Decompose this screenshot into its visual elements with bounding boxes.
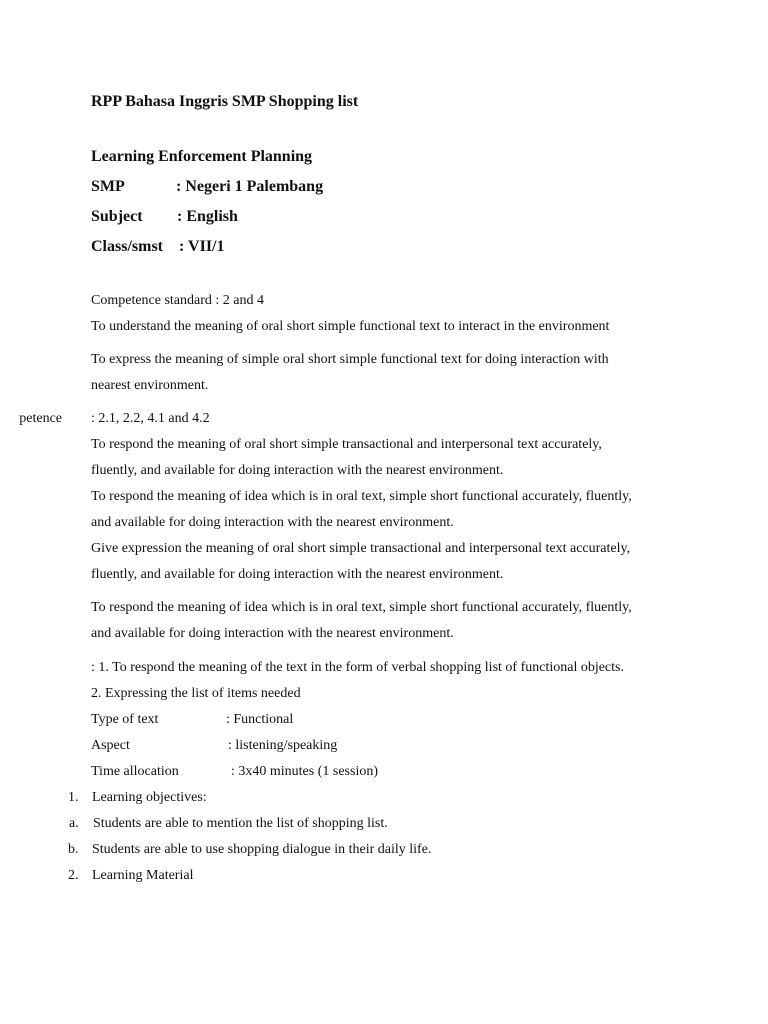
bc-paragraph-4a: To respond the meaning of idea which is in oral text, simple short functional accurately, fluently,: [91, 600, 632, 615]
list-item: Learning Material: [92, 868, 194, 883]
indicator-2: 2. Expressing the list of items needed: [91, 686, 301, 701]
doc-heading: Learning Enforcement Planning: [91, 148, 313, 165]
list-item: Students are able to use shopping dialogue in their daily life.: [92, 842, 432, 857]
class-label: Class/smst: [91, 238, 164, 255]
cs-line-2b: nearest environment.: [91, 378, 209, 393]
cs-line-2a: To express the meaning of simple oral short simple functional text for doing interaction with: [91, 352, 609, 367]
bc-paragraph-1b: fluently, and available for doing interaction with the nearest environment.: [91, 463, 504, 478]
smp-label: SMP: [91, 178, 125, 195]
list-marker: a.: [69, 816, 79, 831]
indicator-1: : 1. To respond the meaning of the text in the form of verbal shopping list of functional objects.: [91, 660, 624, 675]
type-value: : Functional: [226, 712, 294, 727]
smp-value: : Negeri 1 Palembang: [176, 178, 324, 195]
list-marker: 2.: [68, 868, 79, 883]
doc-title: RPP Bahasa Inggris SMP Shopping list: [91, 93, 359, 110]
bc-paragraph-2b: and available for doing interaction with the nearest environment.: [91, 515, 454, 530]
cs-line-1: To understand the meaning of oral short simple functional text to interact in the environment: [91, 319, 610, 334]
list-marker: b.: [68, 842, 79, 857]
class-value: : VII/1: [179, 238, 225, 255]
bc-paragraph-1a: To respond the meaning of oral short simple transactional and interpersonal text accurately,: [91, 437, 602, 452]
competence-standard: Competence standard : 2 and 4: [91, 293, 265, 308]
time-value: : 3x40 minutes (1 session): [231, 764, 378, 779]
time-label: Time allocation: [91, 764, 179, 779]
aspect-value: : listening/speaking: [228, 738, 338, 753]
bc-paragraph-2a: To respond the meaning of idea which is in oral text, simple short functional accurately, fluently,: [91, 489, 632, 504]
aspect-label: Aspect: [91, 738, 130, 753]
basic-competence-label: petence: [19, 411, 62, 426]
type-label: Type of text: [91, 712, 159, 727]
basic-competence-value: : 2.1, 2.2, 4.1 and 4.2: [91, 411, 210, 426]
subject-value: : English: [177, 208, 238, 225]
list-marker: 1.: [68, 790, 79, 805]
subject-label: Subject: [91, 208, 143, 225]
list-item: Learning objectives:: [92, 790, 207, 805]
bc-paragraph-3a: Give expression the meaning of oral short simple transactional and interpersonal text accurately,: [91, 541, 631, 556]
bc-paragraph-4b: and available for doing interaction with the nearest environment.: [91, 626, 454, 641]
bc-paragraph-3b: fluently, and available for doing interaction with the nearest environment.: [91, 567, 504, 582]
list-item: Students are able to mention the list of shopping list.: [93, 816, 388, 831]
